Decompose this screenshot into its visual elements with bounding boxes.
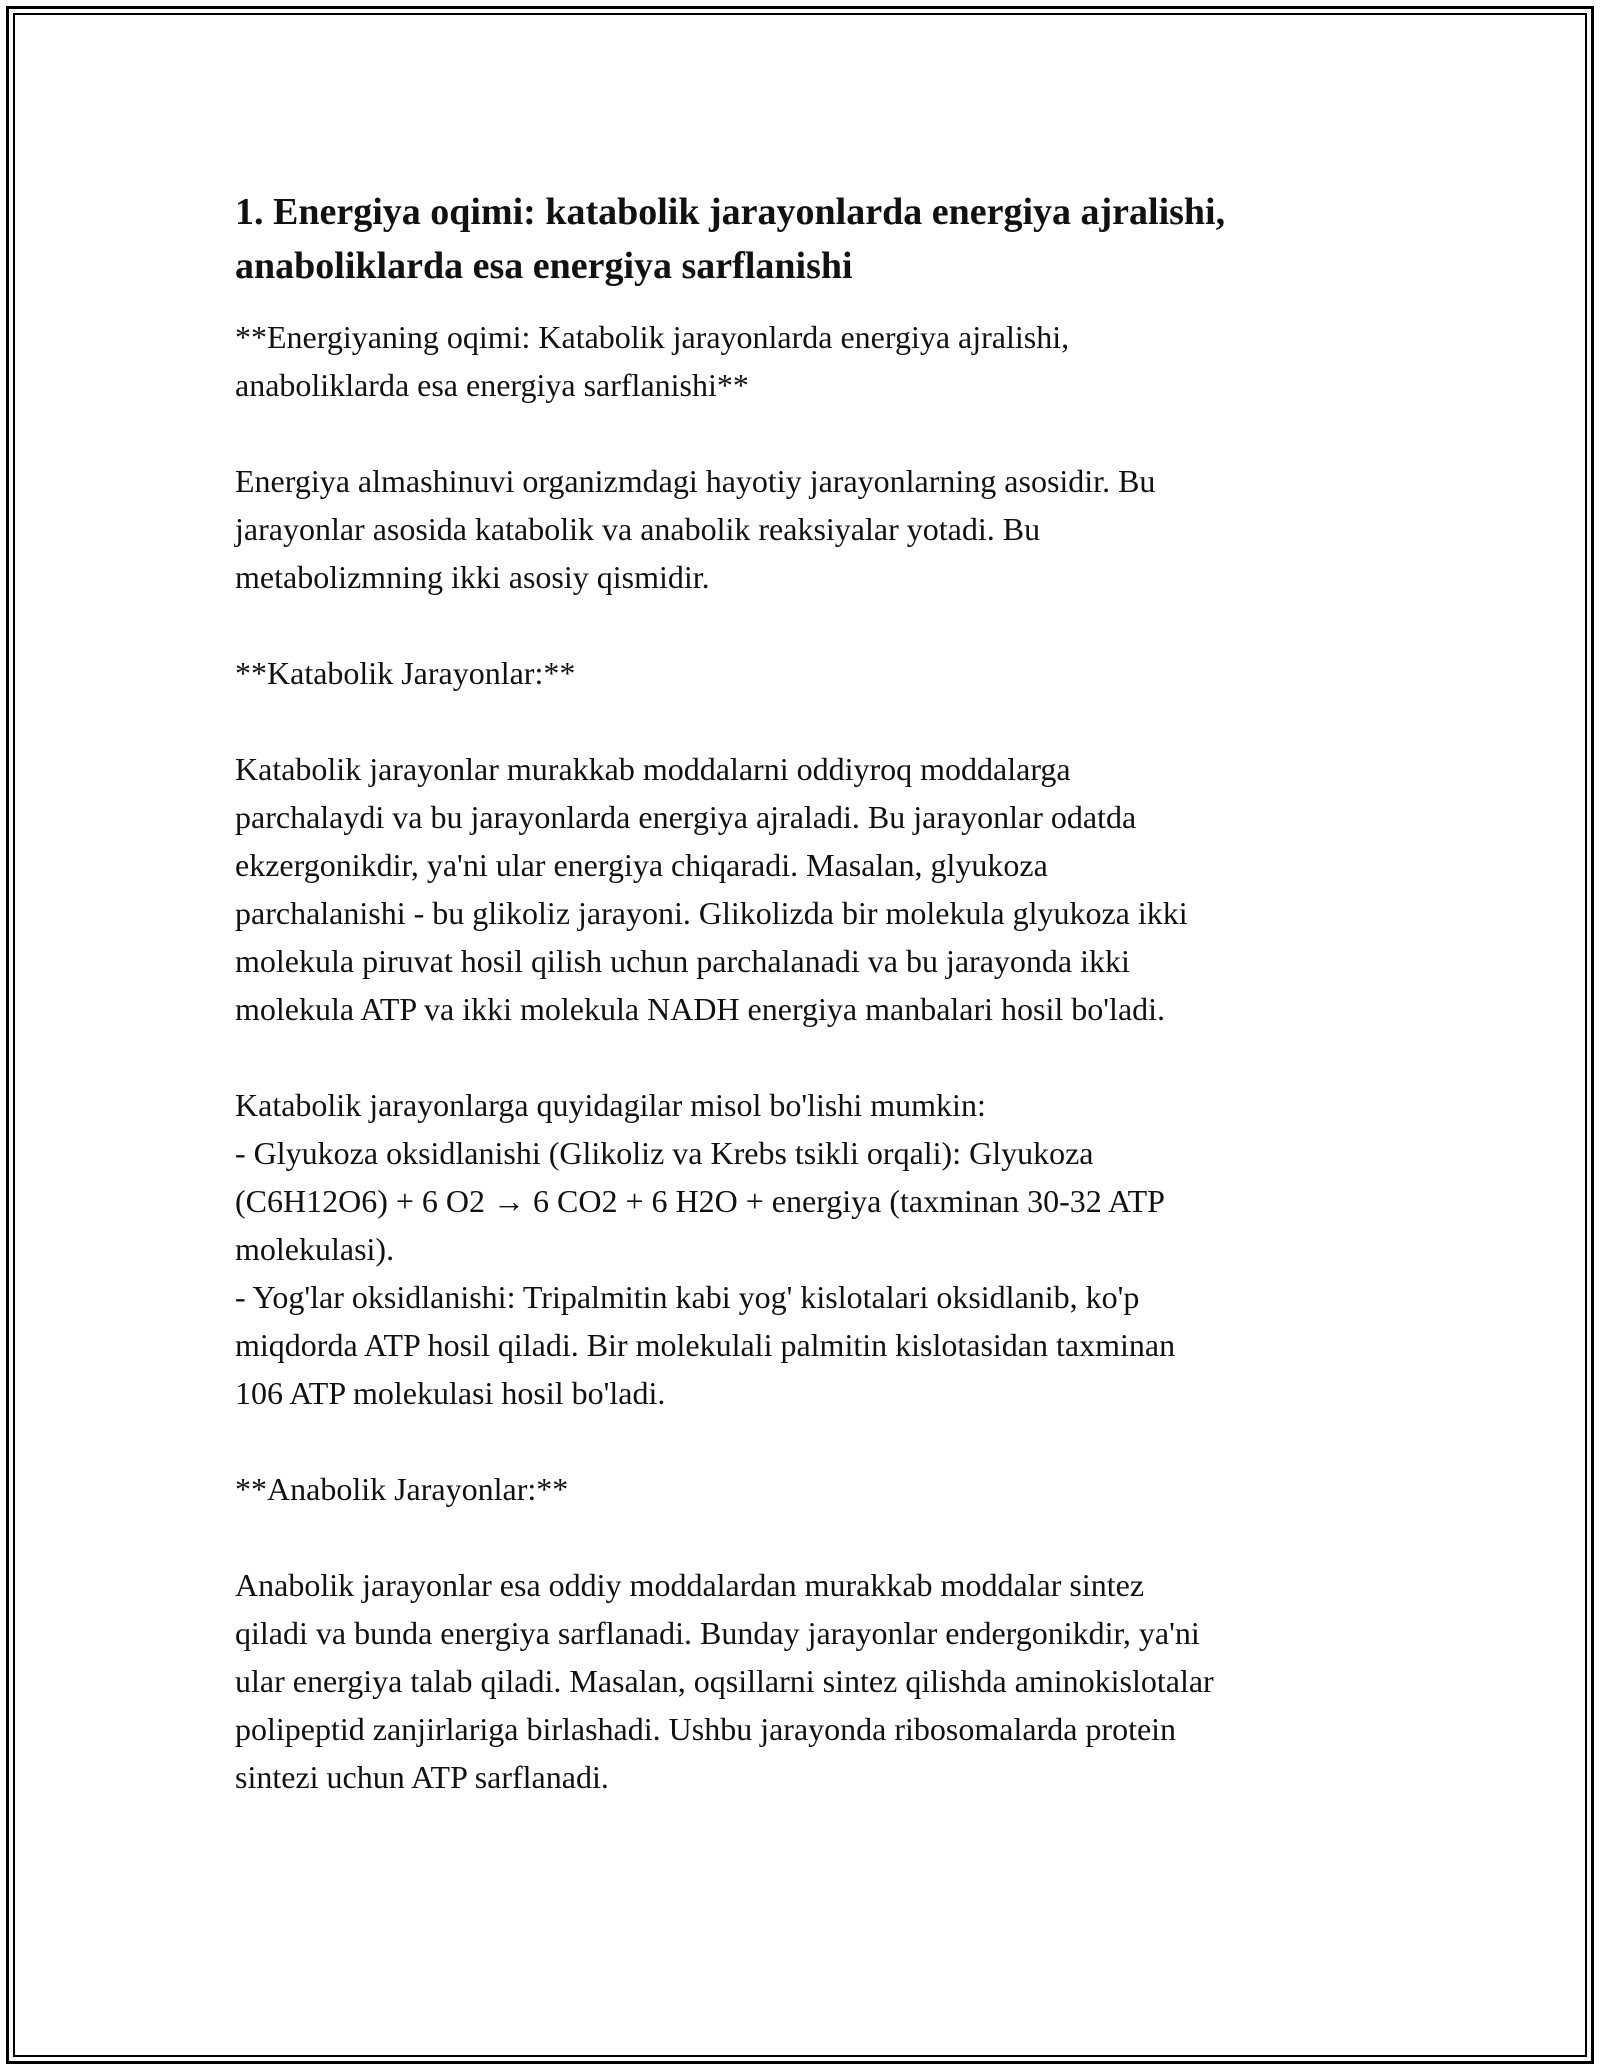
- katabolik-line-3: ekzergonikdir, ya'ni ular energiya chiqaradi. Masalan, glyukoza: [235, 847, 1048, 883]
- anabolik-line-3: ular energiya talab qiladi. Masalan, oqsillarni sintez qilishda aminokislotalar: [235, 1663, 1214, 1699]
- anabolik-line-2: qiladi va bunda energiya sarflanadi. Bunday jarayonlar endergonikdir, ya'ni: [235, 1615, 1200, 1651]
- subtitle-line-1: **Energiyaning oqimi: Katabolik jarayonlarda energiya ajralishi,: [235, 319, 1070, 355]
- katabolik-line-1: Katabolik jarayonlar murakkab moddalarni oddiyroq moddalarga: [235, 751, 1071, 787]
- anabolik-line-1: Anabolik jarayonlar esa oddiy moddalardan murakkab moddalar sintez: [235, 1567, 1145, 1603]
- katabolik-line-6: molekula ATP va ikki molekula NADH energiya manbalari hosil bo'ladi.: [235, 991, 1166, 1027]
- intro-line-1: Energiya almashinuvi organizmdagi hayotiy jarayonlarning asosidir. Bu: [235, 463, 1156, 499]
- examples-line-4: molekulasi).: [235, 1231, 395, 1267]
- katabolik-line-4: parchalanishi - bu glikoliz jarayoni. Glikolizda bir molekula glyukoza ikki: [235, 895, 1188, 931]
- anabolik-line-4: polipeptid zanjirlariga birlashadi. Ushbu jarayonda ribosomalarda protein: [235, 1711, 1177, 1747]
- subtitle-line-2: anaboliklarda esa energiya sarflanishi**: [235, 367, 749, 403]
- examples-line-6: miqdorda ATP hosil qiladi. Bir molekulali palmitin kislotasidan taxminan: [235, 1327, 1176, 1363]
- katabolik-line-2: parchalaydi va bu jarayonlarda energiya ajraladi. Bu jarayonlar odatda: [235, 799, 1137, 835]
- examples-line-1: Katabolik jarayonlarga quyidagilar misol bo'lishi mumkin:: [235, 1087, 986, 1123]
- anabolik-paragraph: [235, 1561, 1385, 1801]
- examples-line-7: 106 ATP molekulasi hosil bo'ladi.: [235, 1375, 666, 1411]
- anabolik-heading: **Anabolik Jarayonlar:**: [235, 1471, 569, 1507]
- examples-line-2: - Glyukoza oksidlanishi (Glikoliz va Krebs tsikli orqali): Glyukoza: [235, 1135, 1094, 1171]
- subtitle-paragraph: [235, 313, 1385, 409]
- intro-line-2: jarayonlar asosida katabolik va anabolik reaksiyalar yotadi. Bu: [235, 511, 1041, 547]
- katabolik-line-5: molekula piruvat hosil qilish uchun parchalanadi va bu jarayonda ikki: [235, 943, 1130, 979]
- katabolik-heading: **Katabolik Jarayonlar:**: [235, 655, 576, 691]
- anabolik-line-5: sintezi uchun ATP sarflanadi.: [235, 1759, 609, 1795]
- document-body: [235, 185, 1385, 1801]
- document-title: [235, 185, 1385, 293]
- katabolik-paragraph: [235, 745, 1385, 1033]
- examples-line-3: (C6H12O6) + 6 O2 → 6 CO2 + 6 H2O + energiya (taxminan 30-32 ATP: [235, 1183, 1165, 1219]
- intro-paragraph: [235, 457, 1385, 601]
- title-line-2: anaboliklarda esa energiya sarflanishi: [235, 245, 853, 287]
- examples-paragraph: [235, 1081, 1385, 1417]
- intro-line-3: metabolizmning ikki asosiy qismidir.: [235, 559, 710, 595]
- examples-line-5: - Yog'lar oksidlanishi: Tripalmitin kabi yog' kislotalari oksidlanib, ko'p: [235, 1279, 1140, 1315]
- title-line-1: 1. Energiya oqimi: katabolik jarayonlarda energiya ajralishi,: [235, 191, 1226, 233]
